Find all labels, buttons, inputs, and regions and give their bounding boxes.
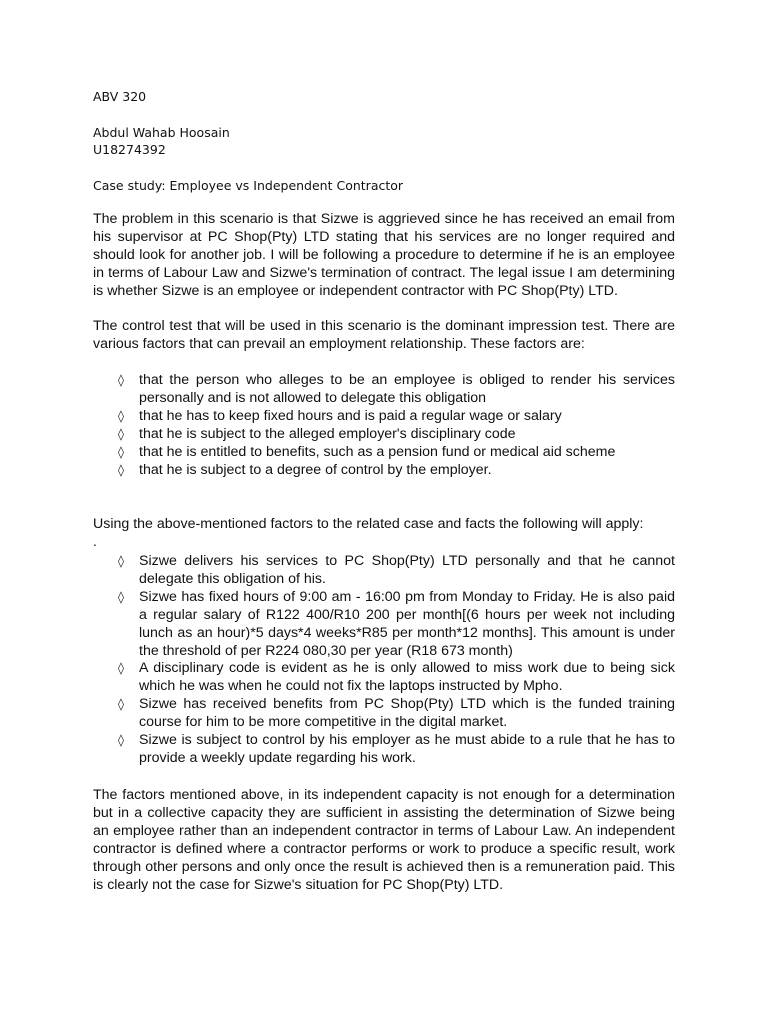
- factors-list: [0, 372, 675, 479]
- list-item: [0, 660, 675, 696]
- list-item: [0, 462, 675, 480]
- document-title: Case study: Employee vs Independent Contractor: [93, 178, 404, 193]
- list-item: [0, 372, 675, 408]
- diamond-bullet-icon: ◊: [118, 426, 124, 441]
- diamond-bullet-icon: ◊: [118, 661, 124, 676]
- list-item-text: Sizwe delivers his services to PC Shop(Pty) LTD personally and that he cannot delegate this obligation of his.: [139, 553, 675, 587]
- application-paragraph: Using the above-mentioned factors to the related case and facts the following will apply:: [93, 516, 644, 532]
- list-item-text: that he is subject to a degree of control by the employer.: [139, 461, 492, 478]
- list-item: [0, 426, 675, 444]
- list-item-text: Sizwe has received benefits from PC Shop(Pty) LTD which is the funded training course for him to be more competitive in the digital market.: [139, 696, 675, 731]
- list-item: [0, 696, 675, 732]
- list-item: [0, 408, 675, 426]
- list-item: [0, 553, 675, 589]
- diamond-bullet-icon: ◊: [118, 462, 124, 477]
- student-number: U18274392: [93, 142, 166, 157]
- control-test-paragraph: The control test that will be used in this scenario is the dominant impression test. There are various factors that can prevail an employment relationship. These factors are:: [93, 318, 675, 352]
- intro-paragraph: The problem in this scenario is that Sizwe is aggrieved since he has received an email from his supervisor at PC Shop(Pty) LTD stating that his services are no longer required and should look for another job. I will be following a procedure to determine if he is an employee in terms of Labour Law and Sizwe's termination of contract. The legal issue I am determining is whether Sizwe is an employee or independent contractor with PC Shop(Pty) LTD.: [93, 211, 675, 299]
- list-item-text: that he has to keep fixed hours and is paid a regular wage or salary: [139, 407, 562, 424]
- list-item-text: Sizwe has fixed hours of 9:00 am - 16:00 pm from Monday to Friday. He is also paid a regular salary of R122 400/R10 200 per month[(6 hours per week not including lunch as an hour)*5 days*4 weeks*R85 per month*12 months]. This amount is under the threshold of per R224 080,30 per year (R18 673 month): [139, 588, 675, 659]
- diamond-bullet-icon: ◊: [118, 408, 124, 423]
- diamond-bullet-icon: ◊: [118, 444, 124, 459]
- list-item-text: that the person who alleges to be an employee is obliged to render his services personally and is not allowed to delegate this obligation: [139, 372, 675, 406]
- list-item-text: Sizwe is subject to control by his employer as he must abide to a rule that he has to provide a weekly update regarding his work.: [139, 732, 675, 766]
- diamond-bullet-icon: ◊: [118, 733, 124, 748]
- list-item-text: A disciplinary code is evident as he is only allowed to miss work due to being sick which he was when he could not fix the laptops instructed by Mpho.: [139, 660, 675, 695]
- list-item: [0, 732, 675, 768]
- course-code: ABV 320: [93, 89, 147, 104]
- list-item-text: that he is subject to the alleged employer's disciplinary code: [139, 425, 516, 442]
- list-item: [0, 589, 675, 661]
- list-item-text: that he is entitled to benefits, such as a pension fund or medical aid scheme: [139, 443, 616, 460]
- diamond-bullet-icon: ◊: [118, 373, 124, 387]
- author-name: Abdul Wahab Hoosain: [93, 125, 230, 140]
- diamond-bullet-icon: ◊: [118, 697, 124, 712]
- stray-period: .: [93, 533, 97, 549]
- diamond-bullet-icon: ◊: [118, 589, 124, 604]
- applications-list: [0, 553, 675, 768]
- diamond-bullet-icon: ◊: [118, 554, 124, 568]
- conclusion-paragraph: The factors mentioned above, in its independent capacity is not enough for a determination but in a collective capacity they are sufficient in assisting the determination of Sizwe being an employee rather than an independent contractor in terms of Labour Law. An independent contractor is defined where a contractor performs or work to produce a specific result, work through other persons and only once the result is achieved then is a remuneration paid. This is clearly not the case for Sizwe's situation for PC Shop(Pty) LTD.: [93, 787, 675, 893]
- list-item: [0, 444, 675, 462]
